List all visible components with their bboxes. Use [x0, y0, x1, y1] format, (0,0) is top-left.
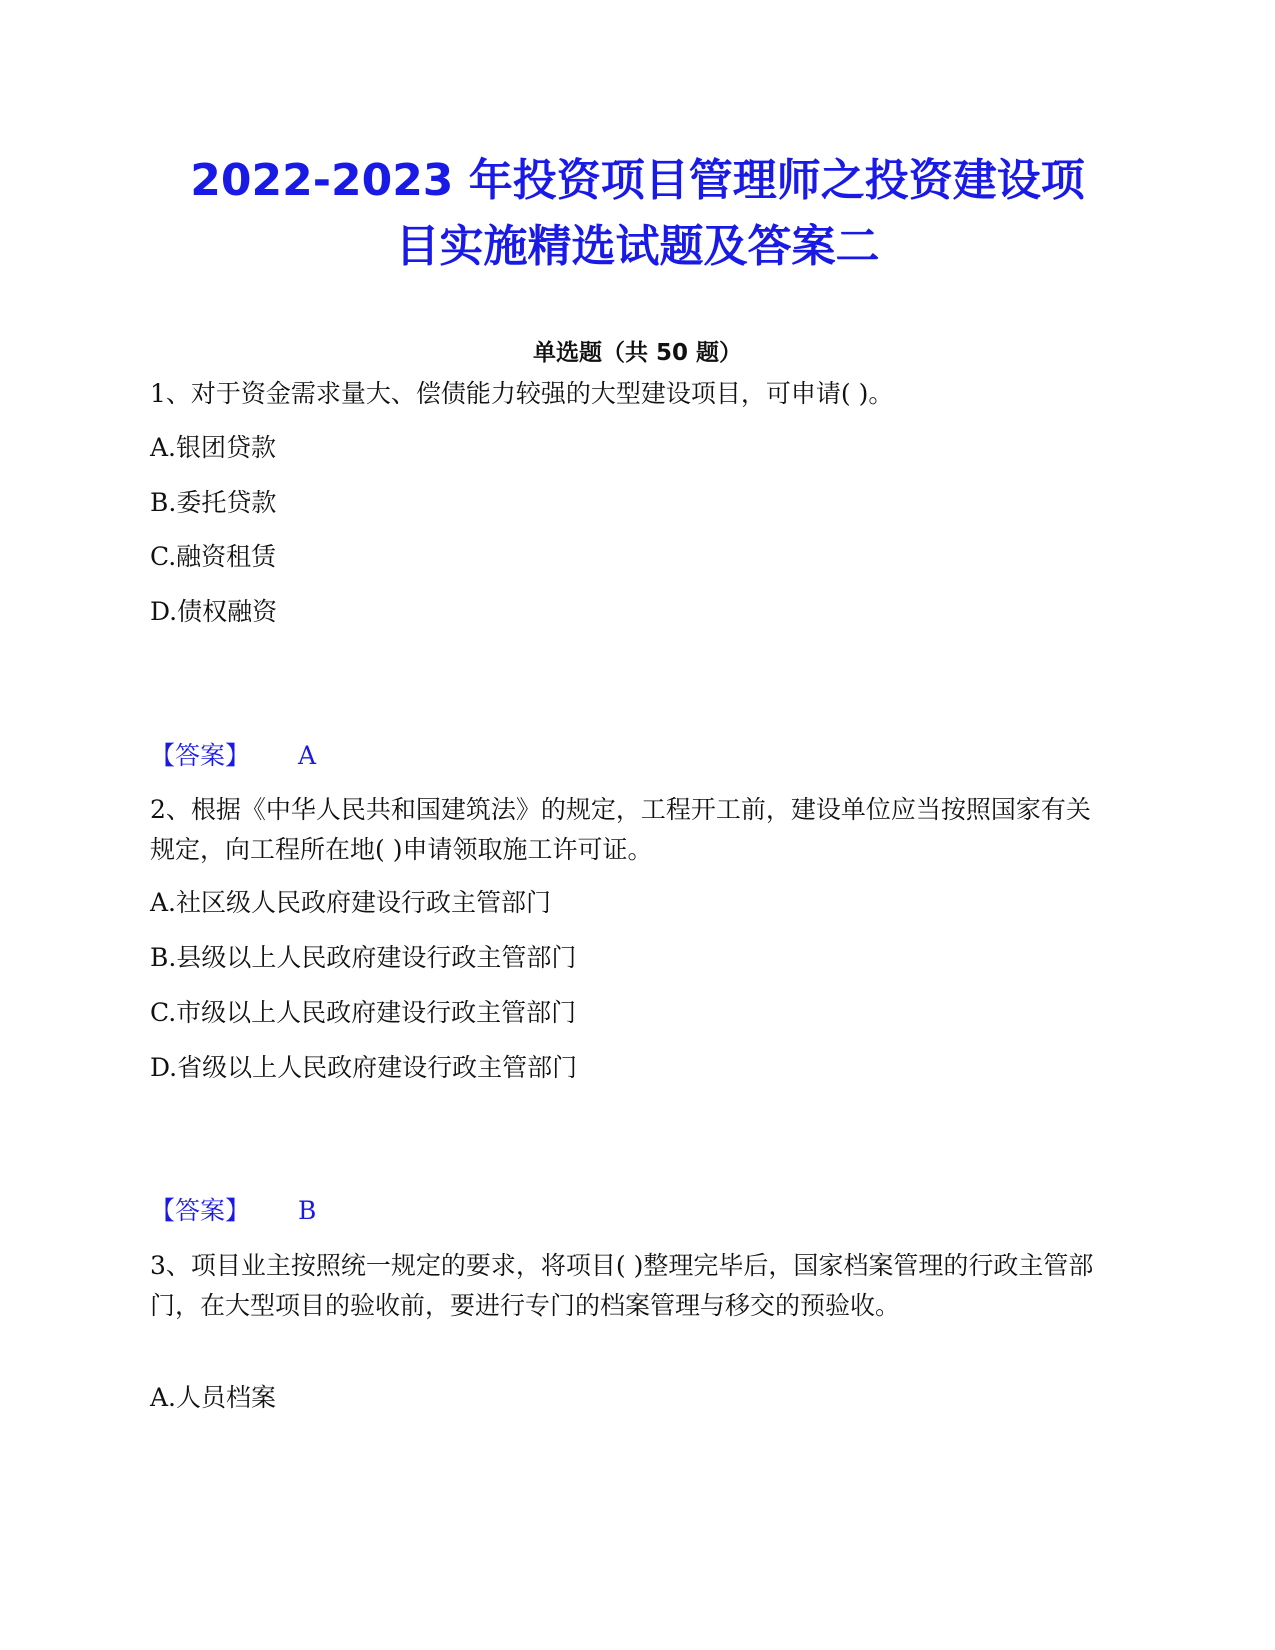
question-3-option-a: A.人员档案: [150, 1383, 277, 1412]
question-1-answer: [150, 738, 316, 774]
question-1-option-c: C.融资租赁: [150, 542, 277, 571]
question-2-option-a: A.社区级人民政府建设行政主管部门: [150, 888, 552, 917]
question-2-option-c: C.市级以上人民政府建设行政主管部门: [150, 998, 577, 1027]
answer-label: 【答案】: [150, 741, 251, 770]
question-2-option-b: B.县级以上人民政府建设行政主管部门: [150, 943, 577, 972]
question-1-option-b: B.委托贷款: [150, 488, 277, 517]
answer-label: 【答案】: [150, 1196, 251, 1225]
section-heading: 单选题（共 50 题）: [532, 340, 743, 366]
question-3-text: 3、项目业主按照统一规定的要求，将项目( )整理完毕后，国家档案管理的行政主管部门，在大型项目的验收前，要进行专门的档案管理与移交的预验收。: [150, 1251, 1094, 1320]
title-line-2: 目实施精选试题及答案二: [395, 221, 880, 272]
question-1-answer-value: A: [298, 741, 317, 770]
title-line-1: 2022-2023 年投资项目管理师之投资建设项: [190, 155, 1085, 206]
question-2-text: 2、根据《中华人民共和国建筑法》的规定，工程开工前，建设单位应当按照国家有关规定，向工程所在地( )申请领取施工许可证。: [150, 795, 1091, 864]
question-1-option-d: D.债权融资: [150, 597, 278, 626]
question-2-answer-value: B: [298, 1196, 317, 1225]
question-2-option-d: D.省级以上人民政府建设行政主管部门: [150, 1053, 578, 1082]
question-1-option-a: A.银团贷款: [150, 433, 277, 462]
question-1-text: 1、对于资金需求量大、偿债能力较强的大型建设项目，可申请( )。: [150, 379, 894, 408]
document-title: [140, 148, 1135, 280]
question-2-answer: [150, 1193, 316, 1229]
